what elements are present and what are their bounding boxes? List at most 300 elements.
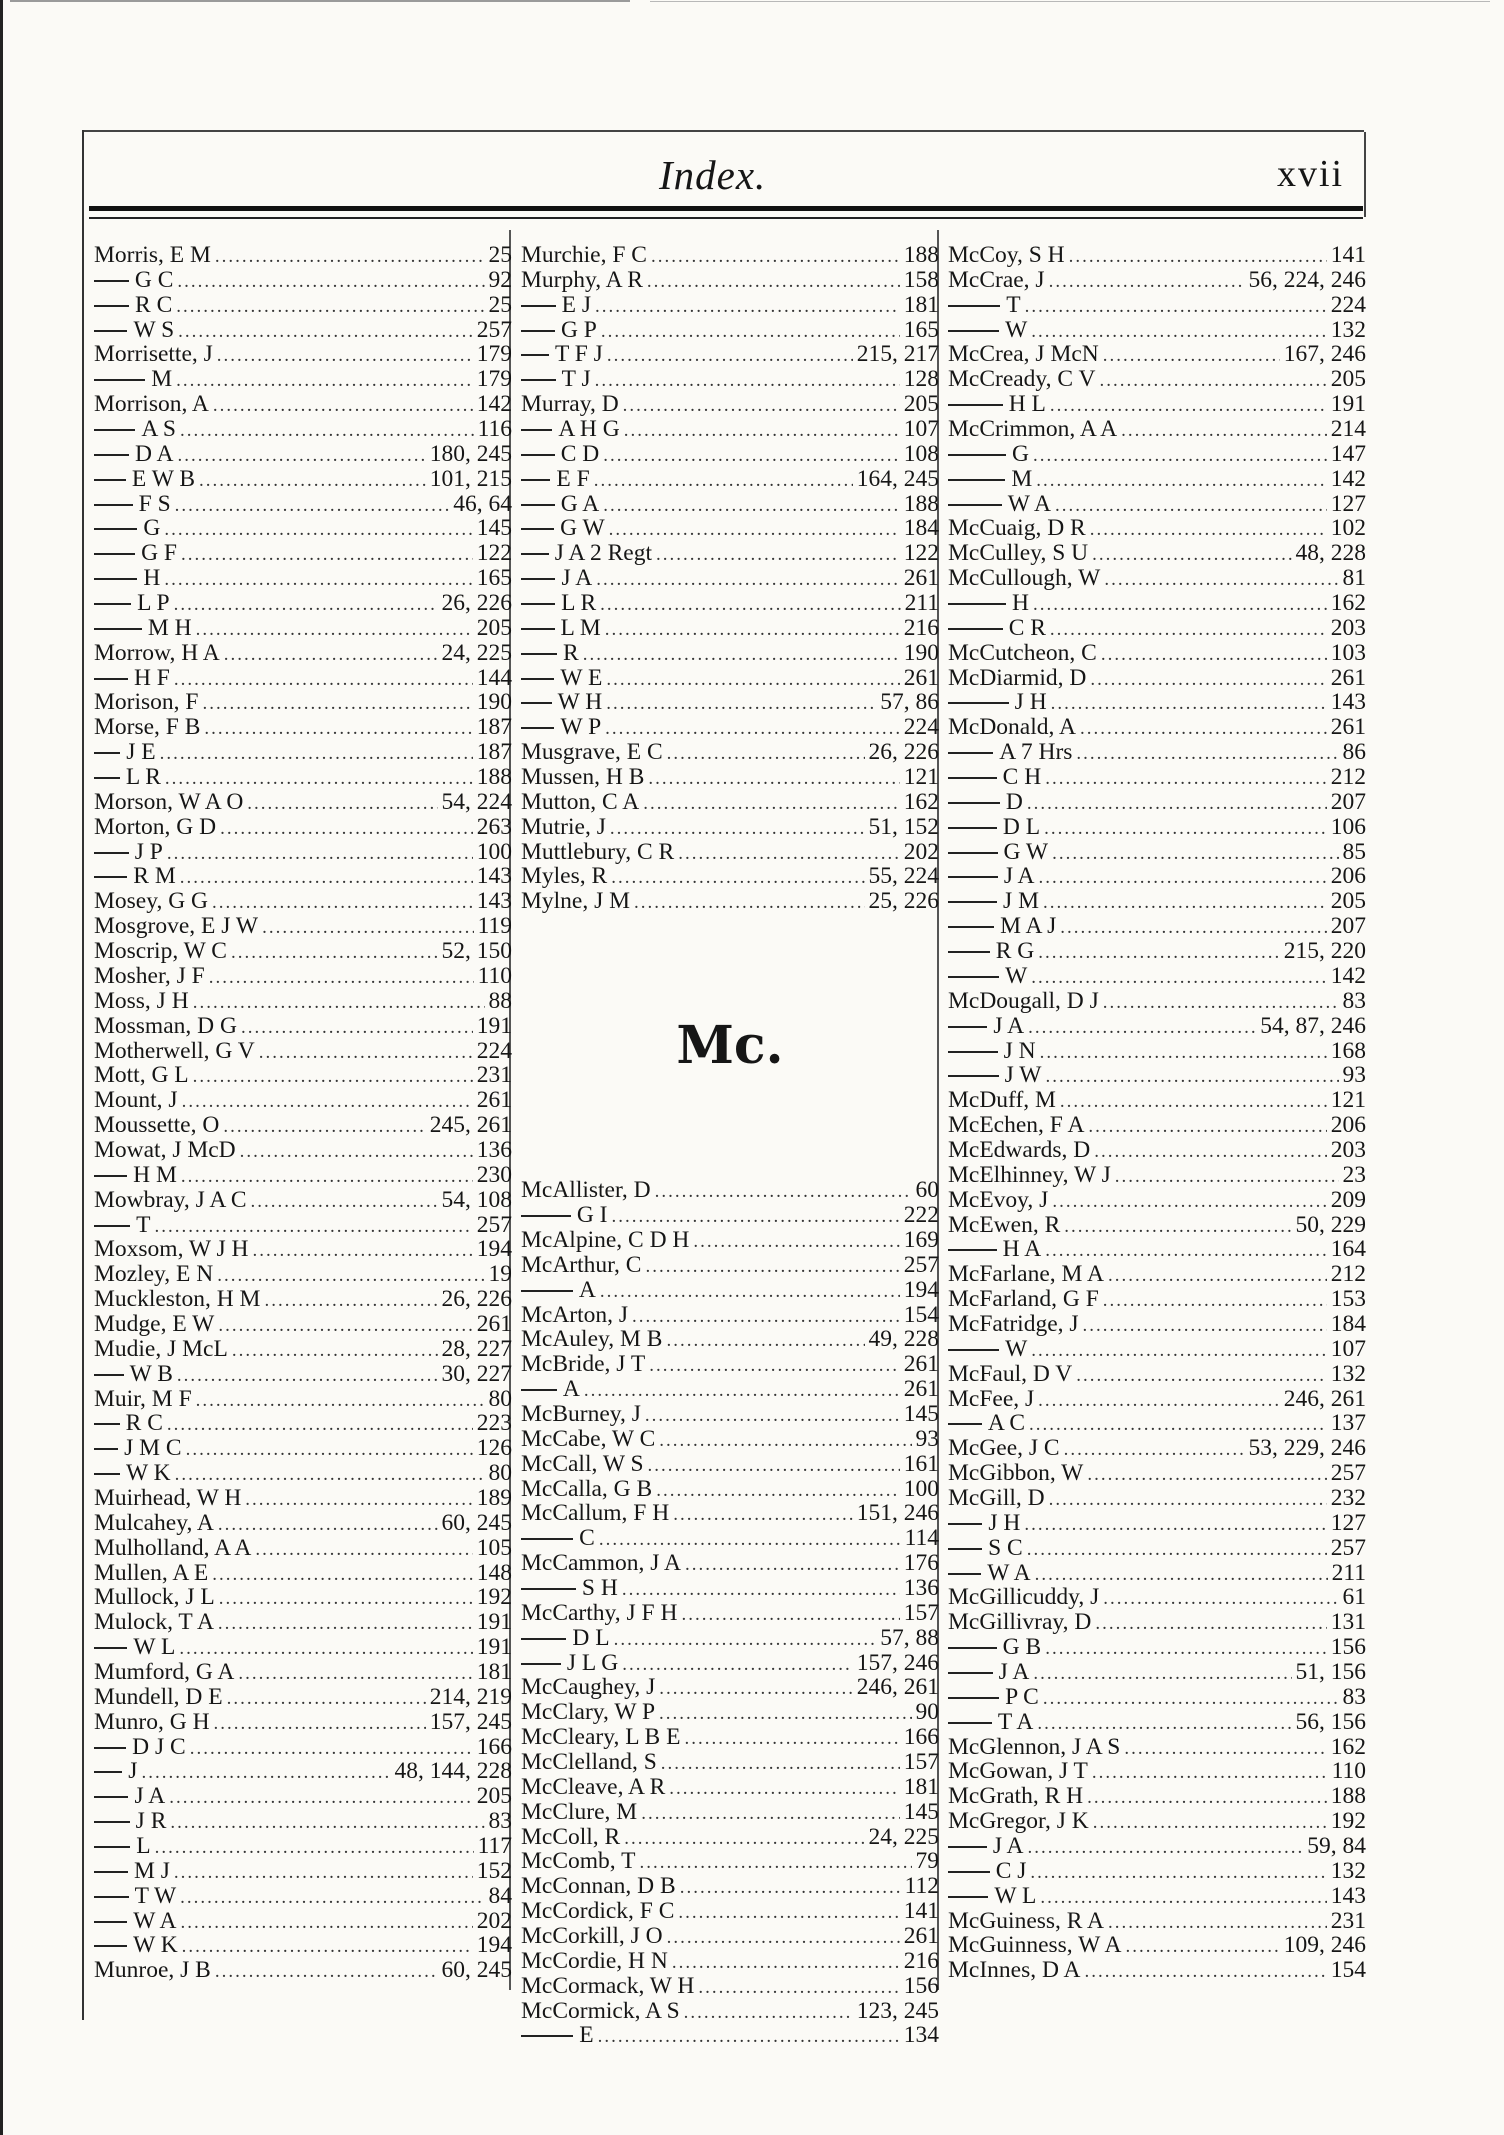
ditto-dash	[94, 852, 129, 854]
entry-name: Mullock, J L	[94, 1585, 215, 1611]
entry-pages: 134	[903, 2023, 939, 2049]
dot-leader	[186, 1438, 473, 1461]
dot-leader	[181, 543, 473, 566]
index-entry	[521, 516, 939, 541]
entry-name: Mozley, E N	[94, 1262, 214, 1288]
entry-pages: 188	[903, 243, 939, 268]
ditto-dash	[94, 479, 126, 481]
ditto-dash	[948, 802, 1000, 804]
entry-pages: 169	[903, 1227, 939, 1253]
index-entry	[94, 1039, 512, 1064]
ditto-dash	[948, 976, 999, 978]
entry-name: G C	[134, 267, 174, 293]
dot-leader	[1029, 1413, 1327, 1436]
index-entry	[94, 815, 512, 840]
dot-leader	[204, 717, 472, 740]
entry-name: McCormack, W H	[521, 1973, 695, 1999]
entry-name: Munro, G H	[94, 1709, 210, 1735]
entry-name: A C	[987, 1411, 1026, 1437]
entry-pages: 165	[903, 317, 939, 343]
ditto-dash	[521, 702, 552, 704]
entry-pages: 126	[476, 1436, 512, 1462]
index-entry	[948, 1237, 1366, 1262]
dot-leader	[215, 245, 485, 268]
entry-pages: 80	[488, 1386, 512, 1412]
entry-pages: 92	[488, 267, 512, 293]
dot-leader	[196, 1389, 485, 1412]
dot-leader	[605, 717, 900, 740]
entry-name: McFee, J	[948, 1386, 1035, 1412]
entry-name: D J C	[132, 1734, 186, 1760]
index-entry	[521, 1228, 939, 1253]
ditto-dash	[521, 1290, 573, 1292]
ditto-dash	[94, 1896, 129, 1898]
entry-pages: 209	[1330, 1187, 1366, 1213]
dot-leader	[1069, 245, 1327, 268]
index-entry	[94, 641, 512, 666]
ditto-dash	[521, 528, 554, 530]
index-entry	[948, 914, 1366, 939]
entry-pages: 121	[1330, 1088, 1366, 1114]
ditto-dash	[94, 1448, 118, 1450]
entry-name: J	[128, 1759, 138, 1785]
index-entry	[948, 268, 1366, 293]
entry-name: Mudge, E W	[94, 1311, 215, 1337]
ditto-dash	[948, 1871, 990, 1873]
dot-leader	[600, 593, 900, 616]
entry-pages: 147	[1330, 441, 1366, 467]
entry-pages: 207	[1330, 789, 1366, 815]
dot-leader	[645, 1255, 899, 1278]
dot-leader	[213, 394, 473, 417]
dot-leader	[1076, 1364, 1327, 1387]
entry-pages: 136	[903, 1575, 939, 1601]
index-entry	[521, 1477, 939, 1502]
entry-name: J A	[561, 566, 593, 592]
entry-name: Morrisette, J	[94, 342, 213, 368]
index-entry	[521, 1526, 939, 1551]
dot-leader	[643, 792, 900, 815]
entry-pages: 216	[903, 1948, 939, 1974]
index-entry	[521, 1700, 939, 1725]
dot-leader	[175, 494, 450, 517]
entry-name: W E	[560, 665, 603, 691]
dot-leader	[193, 991, 485, 1014]
entry-name: Moussette, O	[94, 1113, 220, 1138]
dot-leader	[1051, 692, 1327, 715]
entry-name: Motherwell, G V	[94, 1038, 255, 1064]
entry-pages: 110	[1331, 1759, 1366, 1785]
dot-leader	[1043, 1687, 1339, 1710]
entry-pages: 24, 225	[868, 1824, 939, 1850]
dot-leader	[678, 842, 900, 865]
dot-leader	[1103, 1587, 1338, 1610]
entry-name: C H	[1002, 765, 1042, 790]
entry-pages: 168	[1330, 1038, 1366, 1064]
entry-pages: 142	[476, 392, 512, 418]
index-entry	[948, 1063, 1366, 1088]
index-entry	[521, 1278, 939, 1303]
index-entry	[94, 566, 512, 591]
entry-pages: 93	[1342, 1063, 1366, 1089]
frame-rule	[1364, 132, 1366, 217]
ditto-dash	[948, 1423, 982, 1425]
entry-name: McGibbon, W	[948, 1461, 1084, 1486]
index-entry	[94, 1362, 512, 1387]
entry-pages: 164, 245	[856, 466, 939, 492]
entry-pages: 131	[1330, 1610, 1366, 1636]
entry-pages: 223	[476, 1411, 512, 1437]
entry-name: A	[562, 1377, 580, 1402]
entry-pages: 53, 229, 246	[1248, 1436, 1366, 1462]
dot-leader	[141, 1761, 390, 1784]
entry-pages: 154	[903, 1302, 939, 1328]
entry-name: Mosey, G G	[94, 889, 209, 915]
index-entry	[948, 840, 1366, 865]
dot-leader	[656, 1479, 900, 1502]
index-entry	[521, 1725, 939, 1750]
dot-leader	[180, 1886, 484, 1909]
index-entry	[521, 1551, 939, 1576]
dot-leader	[259, 1041, 473, 1064]
index-entry	[521, 442, 939, 467]
header-rule	[89, 206, 1363, 211]
entry-pages: 157, 246	[856, 1650, 939, 1676]
entry-pages: 261	[903, 1352, 939, 1378]
entry-name: J W	[1004, 1063, 1042, 1089]
dot-leader	[1055, 494, 1327, 517]
entry-pages: 261	[1330, 665, 1366, 691]
index-entry	[948, 1411, 1366, 1436]
entry-pages: 231	[1330, 1908, 1366, 1934]
ditto-dash	[948, 1846, 987, 1848]
entry-pages: 231	[476, 1063, 512, 1089]
entry-pages: 117	[477, 1834, 512, 1859]
dot-leader	[231, 941, 438, 964]
entry-name: Moxsom, W J H	[94, 1237, 249, 1263]
dot-leader	[247, 792, 437, 815]
entry-name: McDuff, M	[948, 1088, 1056, 1114]
ditto-dash	[94, 1473, 120, 1475]
entry-name: Murphy, A R	[521, 267, 643, 293]
index-entry	[521, 566, 939, 591]
scan-edge-line	[650, 1, 1490, 2]
index-entry	[948, 1138, 1366, 1163]
entry-pages: 83	[488, 1809, 512, 1834]
dot-leader	[176, 295, 484, 318]
section-spacer	[521, 1116, 939, 1178]
entry-name: McCalla, G B	[521, 1476, 653, 1502]
dot-leader	[199, 469, 426, 492]
entry-pages: 145	[903, 1799, 939, 1825]
index-entry	[521, 1874, 939, 1899]
entry-pages: 61	[1342, 1585, 1366, 1611]
entry-name: W L	[994, 1883, 1037, 1909]
entry-pages: 144	[476, 665, 512, 691]
entry-name: McCuaig, D R	[948, 516, 1086, 542]
entry-pages: 191	[476, 1635, 512, 1660]
entry-name: T	[1006, 292, 1021, 318]
entry-name: D	[1005, 789, 1023, 815]
entry-name: McBride, J T	[521, 1352, 646, 1378]
entry-pages: 214	[1330, 417, 1366, 442]
entry-name: Mutrie, J	[521, 814, 606, 840]
entry-name: T A	[997, 1709, 1034, 1735]
entry-pages: 57, 88	[880, 1625, 939, 1651]
dot-leader	[603, 494, 900, 517]
entry-name: W A	[987, 1560, 1031, 1586]
entry-name: J L G	[566, 1650, 619, 1676]
entry-pages: 50, 229	[1295, 1212, 1366, 1238]
dot-leader	[1060, 1090, 1327, 1113]
entry-name: McDiarmid, D	[948, 665, 1087, 691]
index-entry	[521, 1750, 939, 1775]
ditto-dash	[94, 330, 127, 332]
dot-leader	[605, 618, 900, 641]
entry-name: Muir, M F	[94, 1386, 192, 1412]
entry-name: J A	[134, 1784, 166, 1810]
header-rule	[89, 217, 1363, 219]
index-entry	[521, 740, 939, 765]
entry-name: McCullough, W	[948, 566, 1101, 592]
dot-leader	[170, 1811, 484, 1834]
entry-name: McInnes, D A	[948, 1958, 1081, 1984]
entry-name: H M	[133, 1162, 177, 1188]
entry-name: Moscrip, W C	[94, 939, 227, 964]
index-entry	[948, 1039, 1366, 1064]
entry-name: Mosgrove, E J W	[94, 914, 259, 940]
entry-name: M J	[133, 1858, 170, 1884]
index-entry	[94, 1784, 512, 1809]
entry-name: G F	[141, 541, 177, 567]
entry-name: M H	[147, 615, 192, 641]
entry-name: McElhinney, W J	[948, 1162, 1111, 1188]
index-entry	[948, 342, 1366, 367]
ditto-dash	[94, 1846, 130, 1848]
dot-leader	[1027, 1538, 1327, 1561]
dot-leader	[1033, 1662, 1291, 1685]
entry-pages: 179	[476, 367, 512, 393]
index-entry	[521, 864, 939, 889]
entry-pages: 26, 226	[868, 740, 939, 766]
dot-leader	[612, 1205, 900, 1228]
entry-name: McCutcheon, C	[948, 640, 1097, 666]
entry-pages: 25, 226	[868, 889, 939, 915]
entry-pages: 164	[1330, 1237, 1366, 1263]
entry-name: G W	[1003, 839, 1049, 865]
entry-pages: 162	[1330, 1734, 1366, 1760]
index-entry	[521, 2023, 939, 2048]
entry-name: W	[1005, 963, 1028, 989]
index-entry	[94, 864, 512, 889]
index-entry	[94, 541, 512, 566]
ditto-dash	[521, 330, 555, 332]
entry-pages: 153	[1330, 1287, 1366, 1312]
entry-pages: 107	[903, 417, 939, 442]
entry-pages: 257	[476, 1212, 512, 1238]
index-entry	[94, 1188, 512, 1213]
entry-pages: 136	[476, 1137, 512, 1163]
entry-name: G I	[576, 1203, 608, 1228]
ditto-dash	[521, 504, 555, 506]
dot-leader	[220, 817, 473, 840]
entry-name: M	[151, 367, 173, 393]
entry-name: W K	[126, 1461, 171, 1486]
entry-name: L P	[137, 591, 170, 616]
entry-pages: 141	[1330, 243, 1366, 268]
index-entry	[94, 318, 512, 343]
dot-leader	[623, 394, 900, 417]
dot-leader	[1038, 1389, 1280, 1412]
entry-name: J M C	[124, 1436, 182, 1462]
dot-leader	[202, 692, 472, 715]
index-entry	[521, 392, 939, 417]
entry-name: McGrath, R H	[948, 1784, 1084, 1810]
index-entry	[948, 1710, 1366, 1735]
entry-name: Musgrave, E C	[521, 740, 663, 766]
dot-leader	[1040, 1041, 1327, 1064]
entry-name: J R	[135, 1809, 167, 1834]
index-entry	[948, 591, 1366, 616]
entry-name: Muckleston, H M	[94, 1287, 261, 1312]
entry-pages: 143	[1330, 690, 1366, 716]
index-entry	[94, 715, 512, 740]
ditto-dash	[94, 454, 129, 456]
ditto-dash	[94, 429, 135, 431]
entry-name: McComb, T	[521, 1849, 636, 1875]
dot-leader	[684, 1727, 899, 1750]
entry-pages: 156	[903, 1973, 939, 1999]
entry-pages: 192	[476, 1585, 512, 1611]
entry-name: McEdwards, D	[948, 1137, 1091, 1163]
entry-pages: 188	[903, 491, 939, 517]
dot-leader	[622, 1578, 900, 1601]
entry-pages: 261	[903, 665, 939, 691]
entry-pages: 141	[903, 1899, 939, 1924]
entry-pages: 48, 228	[1295, 541, 1366, 567]
entry-name: Morson, W A O	[94, 789, 244, 815]
dot-leader	[611, 866, 864, 889]
entry-pages: 121	[903, 765, 939, 790]
index-entry	[948, 1436, 1366, 1461]
ditto-dash	[521, 429, 552, 431]
entry-pages: 112	[904, 1874, 939, 1900]
dot-leader	[155, 1215, 473, 1238]
index-entry	[94, 1660, 512, 1685]
dot-leader	[174, 668, 473, 691]
entry-pages: 51, 152	[868, 814, 939, 840]
entry-pages: 157	[903, 1749, 939, 1775]
entry-pages: 48, 144, 228	[394, 1759, 512, 1785]
entry-pages: 84	[488, 1883, 512, 1909]
index-entry	[948, 1337, 1366, 1362]
entry-pages: 127	[1330, 1510, 1366, 1536]
dot-leader	[622, 1653, 853, 1676]
index-entry	[521, 1303, 939, 1328]
entry-name: Mott, G L	[94, 1063, 189, 1089]
index-entry	[948, 666, 1366, 691]
dot-leader	[1103, 991, 1339, 1014]
entry-name: S C	[988, 1535, 1023, 1561]
entry-pages: 194	[476, 1237, 512, 1263]
entry-name: Mylne, J M	[521, 889, 631, 915]
ditto-dash	[94, 1175, 127, 1177]
index-entry	[948, 1585, 1366, 1610]
entry-name: W B	[129, 1361, 173, 1387]
dot-leader	[651, 245, 900, 268]
entry-name: McDonald, A	[948, 715, 1076, 741]
entry-pages: 224	[1330, 292, 1366, 318]
ditto-dash	[948, 330, 999, 332]
entry-pages: 83	[1342, 1684, 1366, 1710]
entry-name: H	[143, 566, 161, 592]
entry-pages: 257	[476, 317, 512, 343]
entry-name: Murchie, F C	[521, 243, 647, 268]
ditto-dash	[94, 1871, 128, 1873]
ditto-dash	[948, 1548, 982, 1550]
entry-pages: 145	[476, 516, 512, 542]
entry-pages: 107	[1330, 1336, 1366, 1362]
entry-name: C	[579, 1526, 595, 1552]
index-entry	[94, 1088, 512, 1113]
index-entry	[948, 740, 1366, 765]
entry-name: W H	[557, 690, 603, 716]
entry-pages: 28, 227	[441, 1336, 512, 1362]
dot-leader	[232, 1339, 438, 1362]
entry-pages: 215, 220	[1283, 939, 1366, 964]
index-entry	[94, 1561, 512, 1586]
index-entry	[948, 1014, 1366, 1039]
dot-leader	[681, 1603, 899, 1626]
index-entry	[521, 815, 939, 840]
ditto-dash	[948, 1697, 999, 1699]
index-entry	[521, 541, 939, 566]
entry-name: A	[578, 1277, 596, 1303]
ditto-dash	[521, 1663, 561, 1665]
entry-pages: 205	[903, 392, 939, 418]
entry-pages: 30, 227	[441, 1361, 512, 1387]
index-column-2	[521, 243, 939, 2049]
dot-leader	[1033, 444, 1327, 467]
dot-leader	[169, 1786, 473, 1809]
entry-name: McEvoy, J	[948, 1187, 1049, 1213]
entry-name: Mulock, T A	[94, 1610, 214, 1636]
entry-name: Mosher, J F	[94, 963, 205, 989]
index-entry	[94, 268, 512, 293]
index-entry	[948, 1660, 1366, 1685]
entry-pages: 165	[476, 566, 512, 592]
dot-leader	[174, 1861, 473, 1884]
index-entry	[948, 1933, 1366, 1958]
index-entry	[948, 392, 1366, 417]
entry-pages: 46, 64	[453, 491, 512, 517]
entry-pages: 132	[1330, 1858, 1366, 1884]
entry-pages: 24, 225	[441, 640, 512, 666]
entry-pages: 222	[903, 1203, 939, 1228]
index-entry	[948, 467, 1366, 492]
entry-pages: 25	[488, 243, 512, 268]
index-entry	[521, 1949, 939, 1974]
entry-pages: 211	[1331, 1560, 1366, 1586]
dot-leader	[1031, 320, 1326, 343]
index-entry	[94, 293, 512, 318]
ditto-dash	[521, 603, 555, 605]
dot-leader	[1103, 344, 1280, 367]
entry-name: A H G	[558, 417, 620, 442]
entry-name: Morris, E M	[94, 243, 211, 268]
dot-leader	[1033, 593, 1327, 616]
entry-name: McCammon, J A	[521, 1551, 681, 1576]
